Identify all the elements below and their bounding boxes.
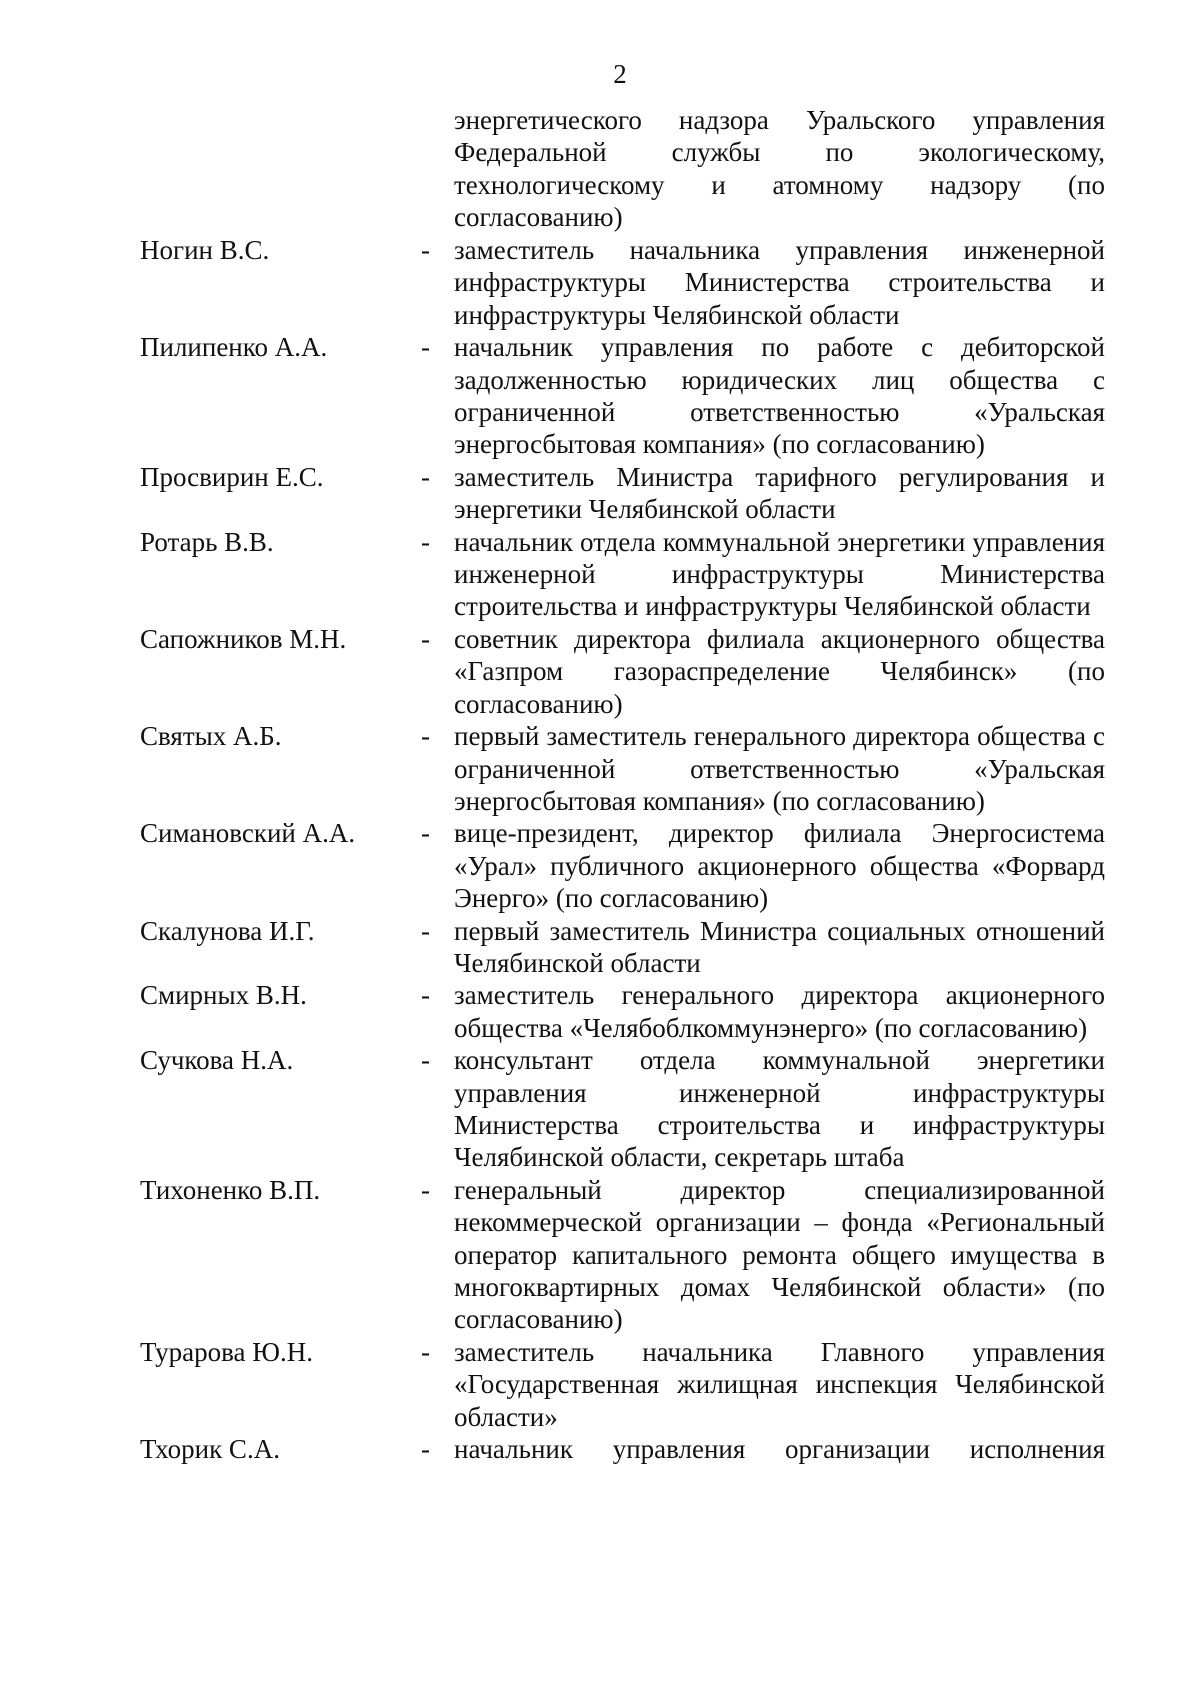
dash-separator: - <box>421 721 430 752</box>
dash-separator: - <box>421 1336 430 1367</box>
member-name: Сучкова Н.А. <box>140 1045 294 1076</box>
member-role: начальник отдела коммунальной энергетики управления инженерной инфраструктуры Министерства строительства и инфраструктуры Челябинской области <box>454 526 1105 622</box>
dash-separator: - <box>421 526 430 557</box>
intro-continuation-text: энергетического надзора Уральского управления Федеральной службы по экологическому, технологическому и атомному надзору (по согласованию) <box>454 105 1105 233</box>
member-role: заместитель генерального директора акционерного общества «Челябоблкоммунэнерго» (по согласованию) <box>454 980 1105 1043</box>
member-name: Симановский А.А. <box>140 818 356 849</box>
dash-separator: - <box>421 980 430 1011</box>
member-role: заместитель Министра тарифного регулирования и энергетики Челябинской области <box>454 461 1105 525</box>
member-role: первый заместитель Министра социальных отношений Челябинской области <box>454 915 1105 978</box>
list-item <box>0 1044 1200 1174</box>
dash-separator: - <box>421 818 430 849</box>
members-list <box>0 234 1200 1465</box>
list-item <box>0 1336 1200 1433</box>
member-role: консультант отдела коммунальной энергетики управления инженерной инфраструктуры Министерства строительства и инфраструктуры Челябинской области, секретарь штаба <box>454 1045 1105 1173</box>
list-item <box>0 623 1200 720</box>
list-item <box>0 526 1200 623</box>
list-item <box>0 817 1200 914</box>
member-name: Смирных В.Н. <box>140 980 307 1011</box>
list-item <box>0 979 1200 1044</box>
member-name: Пилипенко А.А. <box>140 332 328 363</box>
list-item <box>0 331 1200 461</box>
member-name: Сапожников М.Н. <box>140 623 347 654</box>
list-item <box>0 915 1200 980</box>
list-item <box>0 1433 1200 1465</box>
member-name: Ногин В.С. <box>140 235 270 265</box>
page-number: 2 <box>613 59 627 89</box>
member-role: первый заместитель генерального директора общества с ограниченной ответственностью «Уральская энергосбытовая компания» (по согласованию) <box>454 721 1105 816</box>
dash-separator: - <box>421 461 430 492</box>
member-name: Турарова Ю.Н. <box>140 1336 314 1367</box>
member-role: заместитель начальника управления инженерной инфраструктуры Министерства строительства и инфраструктуры Челябинской области <box>454 235 1105 330</box>
dash-separator: - <box>421 235 430 265</box>
dash-separator: - <box>421 1174 430 1205</box>
dash-separator: - <box>421 915 430 946</box>
member-role: начальник управления по работе с дебиторской задолженностью юридических лиц общества с ограниченной ответственностью «Уральская энергосбытовая компания» (по согласованию) <box>454 332 1105 460</box>
list-item <box>0 461 1200 526</box>
member-name: Просвирин Е.С. <box>140 461 324 492</box>
list-item <box>0 1174 1200 1336</box>
member-name: Ротарь В.В. <box>140 526 274 557</box>
member-name: Святых А.Б. <box>140 721 282 752</box>
list-item <box>0 720 1200 817</box>
dash-separator: - <box>421 1434 430 1465</box>
dash-separator: - <box>421 332 430 363</box>
member-role: советник директора филиала акционерного общества «Газпром газораспределение Челябинск» (по согласованию) <box>454 623 1105 719</box>
dash-separator: - <box>421 623 430 654</box>
member-name: Скалунова И.Г. <box>140 915 315 946</box>
list-item <box>0 234 1200 331</box>
member-role: вице-президент, директор филиала Энергосистема «Урал» публичного акционерного общества «Форвард Энерго» (по согласованию) <box>454 818 1105 914</box>
member-name: Тхорик С.А. <box>140 1434 280 1465</box>
dash-separator: - <box>421 1045 430 1076</box>
member-role: начальник управления организации исполнения <box>454 1434 1105 1465</box>
member-role: генеральный директор специализированной некоммерческой организации – фонда «Региональный оператор капитального ремонта общего имущества в многоквартирных домах Челябинской области» (по согласованию) <box>454 1174 1105 1335</box>
member-role: заместитель начальника Главного управления «Государственная жилищная инспекция Челябинской области» <box>454 1336 1105 1432</box>
member-name: Тихоненко В.П. <box>140 1174 321 1205</box>
